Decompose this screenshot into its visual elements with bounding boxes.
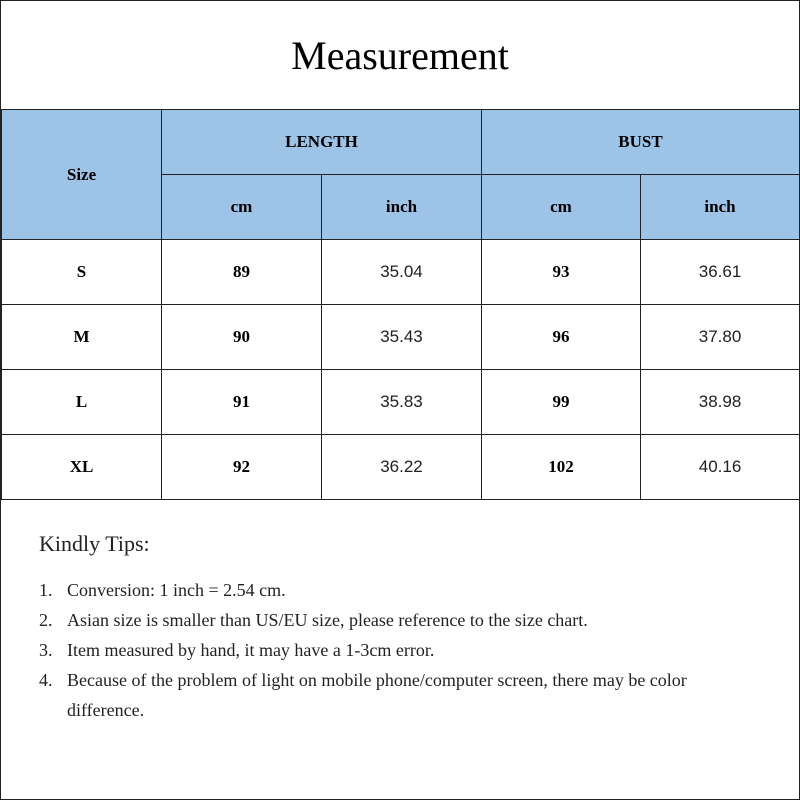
size-table <box>1 109 800 500</box>
list-item <box>39 575 759 605</box>
tips-section <box>39 531 759 725</box>
list-item <box>39 605 759 635</box>
bust-inch-cell: 36.61 <box>641 240 800 305</box>
tips-list <box>39 575 759 725</box>
tips-heading: Kindly Tips: <box>39 531 150 556</box>
table-header-row <box>2 110 800 175</box>
table-row <box>2 370 800 435</box>
size-cell: S <box>2 240 162 305</box>
bust-inch-cell: 40.16 <box>641 435 800 500</box>
list-number: 3. <box>39 640 53 660</box>
length-cm-header: cm <box>162 175 322 240</box>
list-text: Item measured by hand, it may have a 1-3cm error. <box>67 640 435 660</box>
table-row <box>2 435 800 500</box>
list-number: 4. <box>39 670 53 690</box>
list-number: 1. <box>39 580 53 600</box>
list-text: Because of the problem of light on mobile phone/computer screen, there may be color difference. <box>67 670 687 720</box>
length-cm-cell: 91 <box>162 370 322 435</box>
list-item <box>39 635 759 665</box>
size-cell: XL <box>2 435 162 500</box>
list-item <box>39 665 759 725</box>
bust-cm-header: cm <box>482 175 641 240</box>
bust-inch-header: inch <box>641 175 800 240</box>
bust-cm-cell: 102 <box>482 435 641 500</box>
bust-cm-cell: 96 <box>482 305 641 370</box>
size-cell: L <box>2 370 162 435</box>
length-inch-cell: 36.22 <box>322 435 482 500</box>
length-cm-cell: 89 <box>162 240 322 305</box>
length-cm-cell: 90 <box>162 305 322 370</box>
size-cell: M <box>2 305 162 370</box>
length-inch-cell: 35.43 <box>322 305 482 370</box>
page-title: Measurement <box>291 32 509 78</box>
length-inch-cell: 35.04 <box>322 240 482 305</box>
table-row <box>2 240 800 305</box>
list-text: Asian size is smaller than US/EU size, please reference to the size chart. <box>67 610 588 630</box>
list-number: 2. <box>39 610 53 630</box>
bust-header: BUST <box>482 110 800 175</box>
bust-inch-cell: 37.80 <box>641 305 800 370</box>
length-cm-cell: 92 <box>162 435 322 500</box>
bust-cm-cell: 93 <box>482 240 641 305</box>
table-row <box>2 305 800 370</box>
length-inch-cell: 35.83 <box>322 370 482 435</box>
list-text: Conversion: 1 inch = 2.54 cm. <box>67 580 286 600</box>
size-header: Size <box>2 110 162 240</box>
bust-cm-cell: 99 <box>482 370 641 435</box>
bust-inch-cell: 38.98 <box>641 370 800 435</box>
length-inch-header: inch <box>322 175 482 240</box>
length-header: LENGTH <box>162 110 482 175</box>
